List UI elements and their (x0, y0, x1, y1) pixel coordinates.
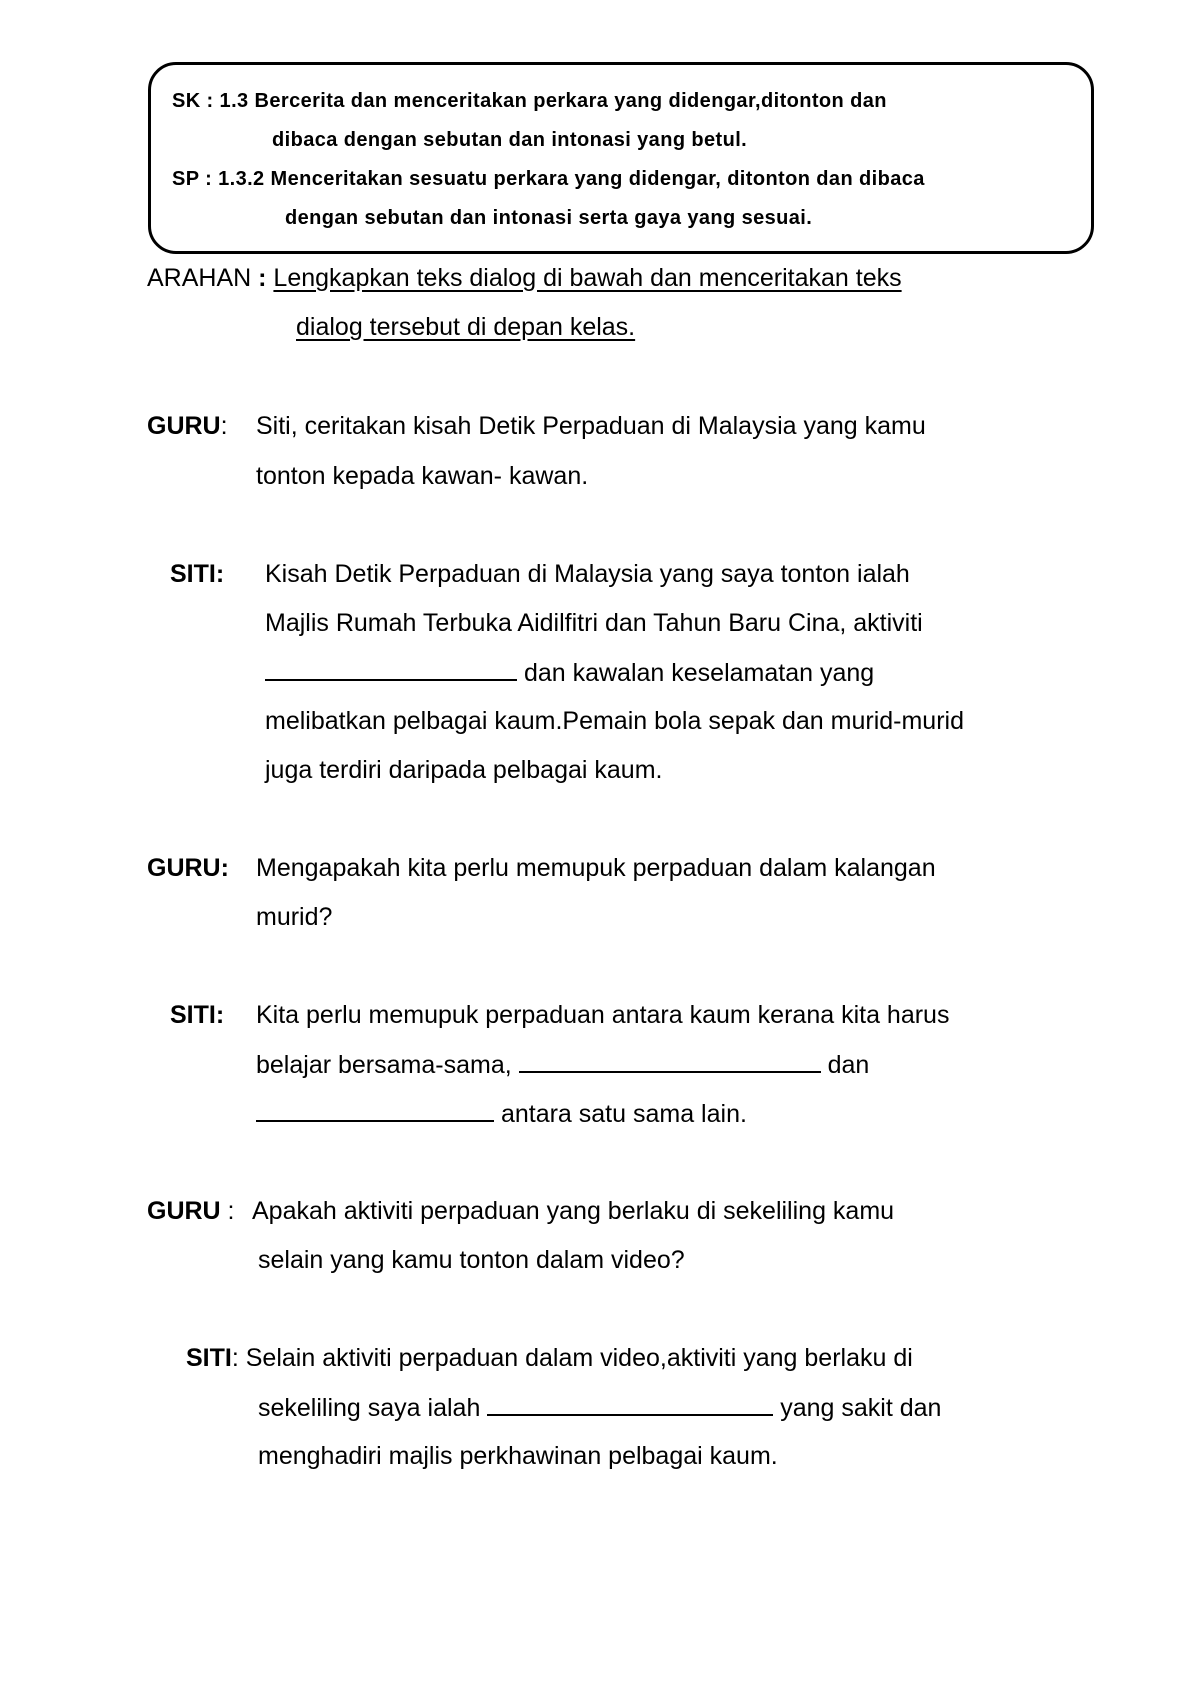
speaker-siti: SITI: (170, 1001, 225, 1029)
siti-2-text-1: Kita perlu memupuk perpaduan antara kaum kerana kita harus (256, 1001, 950, 1029)
siti-2-line-3 (256, 1098, 747, 1129)
speaker-separator: : (231, 1344, 246, 1372)
siti-3-line-2 (258, 1392, 941, 1423)
sp-line-1: SP : 1.3.2 Menceritakan sesuatu perkara yang didengar, ditonton dan dibaca (172, 168, 925, 190)
speaker-separator: : (220, 1197, 235, 1225)
sk-line-2: dibaca dengan sebutan dan intonasi yang betul. (272, 129, 748, 151)
answer-blank[interactable] (519, 1049, 821, 1073)
instruction-line-2 (296, 313, 635, 342)
speaker-siti: SITI (186, 1344, 232, 1372)
siti-1-text-5: juga terdiri daripada pelbagai kaum. (265, 756, 663, 784)
siti-1-text-4: melibatkan pelbagai kaum.Pemain bola sepak dan murid-murid (265, 707, 964, 735)
instruction-text-1: Lengkapkan teks dialog di bawah dan menceritakan teks (273, 264, 902, 292)
guru-3-text-2: selain yang kamu tonton dalam video? (258, 1246, 685, 1274)
siti-3-text-2a: sekeliling saya ialah (258, 1394, 488, 1422)
siti-1-text-3: dan kawalan keselamatan yang (517, 659, 875, 687)
siti-1-text-1: Kisah Detik Perpaduan di Malaysia yang saya tonton ialah (265, 560, 910, 588)
guru-3-text-1: Apakah aktiviti perpaduan yang berlaku di sekeliling kamu (252, 1197, 895, 1225)
sk-line-1: SK : 1.3 Bercerita dan menceritakan perkara yang didengar,ditonton dan (172, 90, 887, 112)
guru-2-text-2: murid? (256, 903, 333, 931)
speaker-separator: : (220, 412, 228, 440)
guru-2-text-1: Mengapakah kita perlu memupuk perpaduan dalam kalangan (256, 854, 936, 882)
siti-2-text-2b: dan (820, 1051, 870, 1079)
instruction-colon: : (258, 264, 267, 292)
siti-2-text-3: antara satu sama lain. (494, 1100, 747, 1128)
speaker-guru: GURU (147, 1197, 221, 1225)
speaker-guru: GURU (147, 412, 221, 440)
guru-1-line-1 (147, 411, 228, 441)
siti-1-text-2: Majlis Rumah Terbuka Aidilfitri dan Tahun Baru Cina, aktiviti (265, 609, 923, 637)
answer-blank[interactable] (487, 1392, 773, 1416)
answer-blank[interactable] (265, 657, 517, 681)
siti-3-text-3: menghadiri majlis perkhawinan pelbagai kaum. (258, 1442, 778, 1470)
guru-1-text-1: Siti, ceritakan kisah Detik Perpaduan di Malaysia yang kamu (256, 412, 926, 440)
speaker-siti: SITI: (170, 560, 225, 588)
siti-3-text-1: Selain aktiviti perpaduan dalam video,aktiviti yang berlaku di (245, 1344, 913, 1372)
sp-line-2: dengan sebutan dan intonasi serta gaya yang sesuai. (285, 207, 813, 229)
siti-3-text-2b: yang sakit dan (773, 1394, 942, 1422)
siti-2-text-2a: belajar bersama-sama, (256, 1051, 519, 1079)
siti-2-line-2 (256, 1049, 869, 1080)
instruction-text-2: dialog tersebut di depan kelas. (296, 313, 636, 341)
guru-1-text-2: tonton kepada kawan- kawan. (256, 462, 589, 490)
speaker-guru: GURU: (147, 854, 229, 882)
answer-blank[interactable] (256, 1098, 494, 1122)
instruction-label: ARAHAN (147, 264, 252, 292)
guru-3-label (147, 1196, 235, 1226)
siti-3-line-1 (186, 1343, 913, 1373)
siti-1-line-3 (265, 657, 874, 688)
instruction-line-1 (147, 264, 902, 293)
